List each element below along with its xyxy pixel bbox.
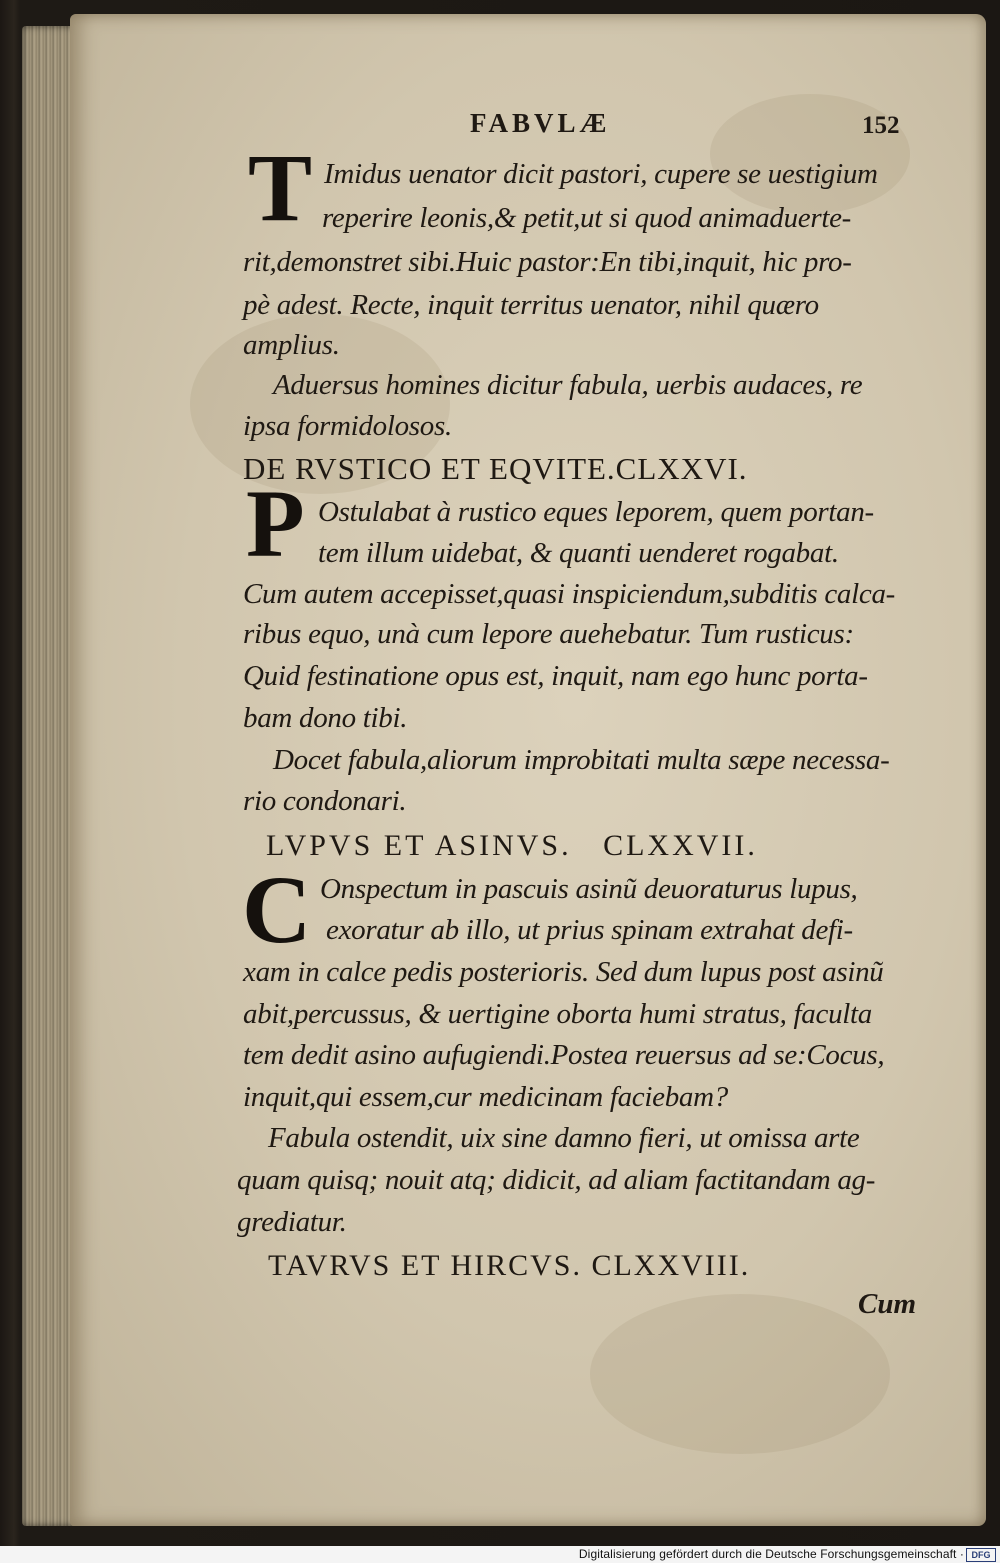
drop-cap-p: P [246, 470, 305, 577]
moral-line: Aduersus homines dicitur fabula, uerbis audaces, re [273, 369, 863, 401]
text-line: reperire leonis,& petit,ut si quod animaduerte- [322, 202, 852, 234]
moral-line: rio condonari. [243, 785, 407, 817]
moral-line: Fabula ostendit, uix sine damno fieri, ut omissa arte [268, 1122, 860, 1154]
footer-credit: Digitalisierung gefördert durch die Deutsche Forschungsgemeinschaft · [578, 1547, 964, 1561]
text-line: tem dedit asino aufugiendi.Postea reuersus ad se:Cocus, [243, 1039, 885, 1071]
catchword: Cum [858, 1288, 917, 1320]
drop-cap-t: T [248, 134, 313, 241]
moral-line: quam quisq; nouit atq; didicit, ad aliam factitandam ag- [237, 1164, 876, 1196]
text-line: Cum autem accepisset,quasi inspiciendum,subditis calca- [243, 578, 896, 610]
text-line: Imidus uenator dicit pastori, cupere se uestigium [324, 158, 878, 190]
text-line: inquit,qui essem,cur medicinam faciebam? [243, 1081, 728, 1113]
page-number: 152 [862, 112, 900, 139]
text-line: rit,demonstret sibi.Huic pastor:En tibi,inquit, hic pro- [243, 246, 852, 278]
dfg-logo-icon: DFG [966, 1548, 996, 1562]
digitization-footer [0, 1546, 1000, 1563]
moral-line: ipsa formidolosos. [243, 410, 452, 442]
paper-stain [590, 1294, 890, 1454]
text-line: xam in calce pedis posterioris. Sed dum lupus post asinũ [243, 956, 884, 988]
text-line: Ostulabat à rustico eques leporem, quem portan- [318, 496, 874, 528]
text-line: tem illum uidebat, & quanti uenderet rogabat. [318, 537, 839, 569]
fable-heading: DE RVSTICO ET EQVITE.CLXXVI. [243, 451, 748, 486]
text-line: Quid festinatione opus est, inquit, nam ego hunc porta- [243, 660, 868, 692]
text-line: bam dono tibi. [243, 702, 408, 734]
drop-cap-c: C [242, 856, 312, 963]
text-line: ribus equo, unà cum lepore auehebatur. Tum rusticus: [243, 618, 854, 650]
text-line: exoratur ab illo, ut prius spinam extrahat defi- [326, 914, 853, 946]
fable-heading: LVPVS ET ASINVS. CLXXVII. [266, 829, 758, 862]
text-line: amplius. [243, 329, 340, 361]
text-line: abit,percussus, & uertigine oborta humi stratus, faculta [243, 998, 872, 1030]
text-line: Onspectum in pascuis asinũ deuoraturus lupus, [320, 873, 858, 905]
moral-line: grediatur. [237, 1206, 347, 1238]
text-line: pè adest. Recte, inquit territus uenator, nihil quæro [243, 289, 819, 321]
fable-heading: TAVRVS ET HIRCVS. CLXXVIII. [268, 1249, 751, 1282]
running-title: FABVLÆ [470, 108, 611, 138]
moral-line: Docet fabula,aliorum improbitati multa sæpe necessa- [273, 744, 890, 776]
